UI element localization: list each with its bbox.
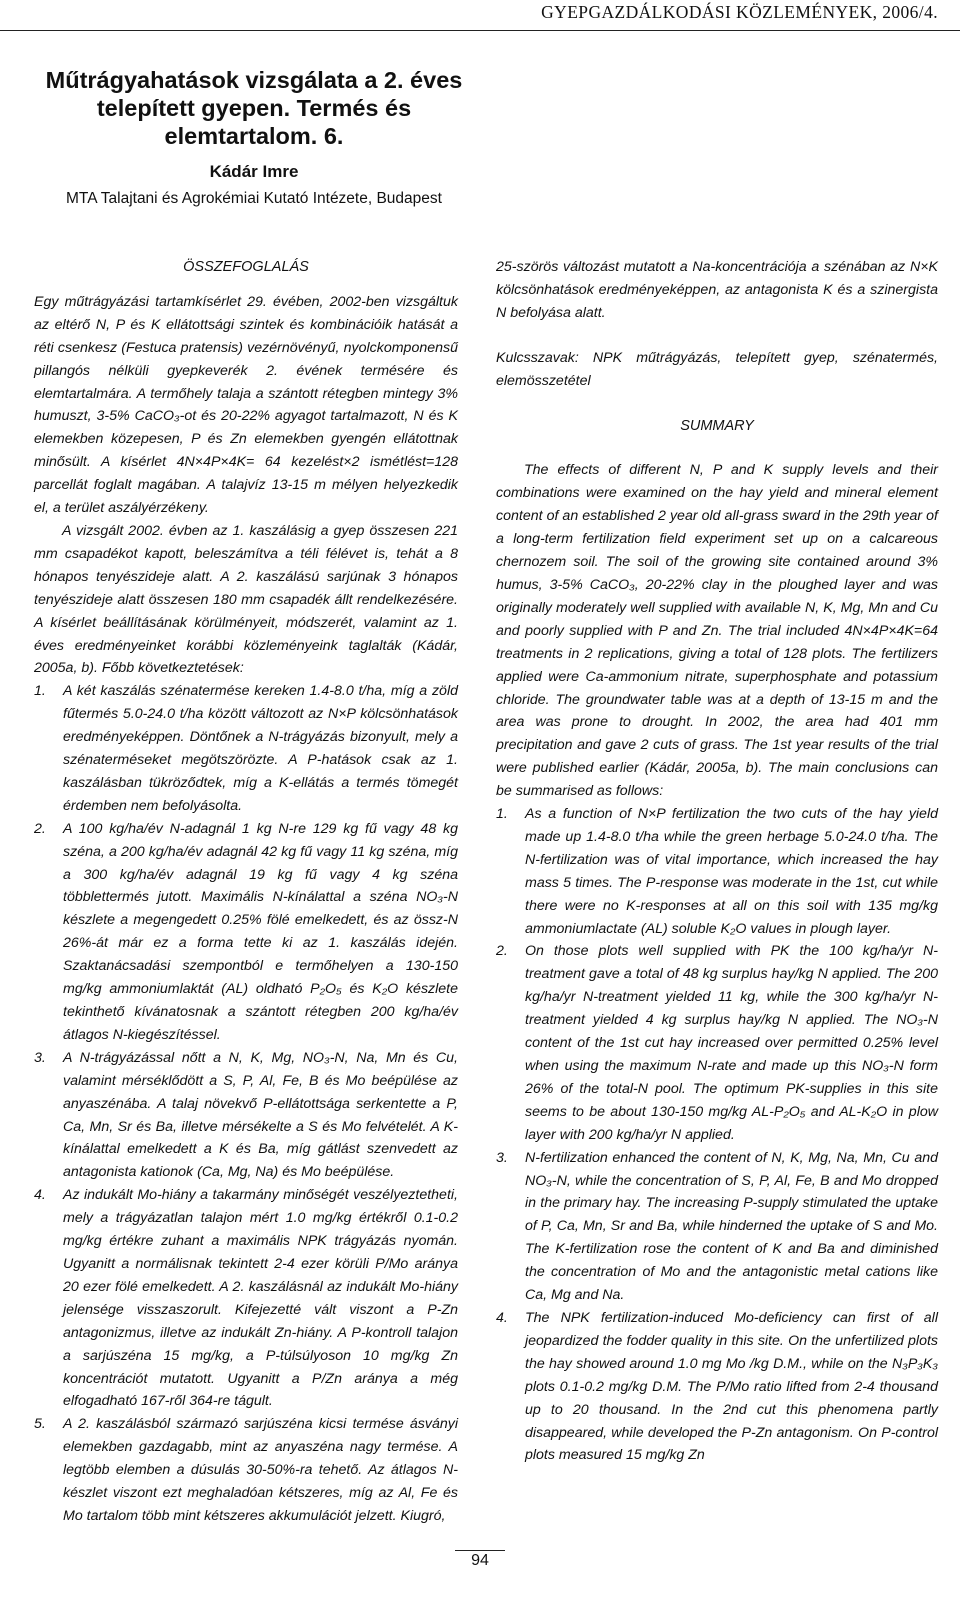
conclusions-list-hu <box>34 680 458 1528</box>
summary-heading-hu: ÖSSZEFOGLALÁS <box>183 259 309 275</box>
list-number: 1. <box>496 806 508 823</box>
list-item <box>34 818 458 1047</box>
list-number: 3. <box>496 1149 508 1166</box>
summary-paragraph: The effects of different N, P and K supply levels and their combinations were examined on the hay yield and mineral element content of an established 2 year old all-grass sward in the 29th year of a long-term fertilization field experiment set up on a calcareous chernozem soil. The soil of the growing site contained around 3% humus, 3-5% CaCO₃, 20-22% clay in the ploughed layer and was originally moderately well supplied with available N, K, Mg, Mn and Cu and poorly supplied with P and Zn. The trial included 4N×4P×4K=64 treatments in 2 replications, giving a total of 128 plots. The fertilizers applied were Ca-ammonium nitrate, superphosphate and potassium chloride. The groundwater table was at a depth of 13-15 m and the area was prone to drought. In 2002, the area had 401 mm precipitation and gave 2 cuts of grass. The 1st year results of the trial were published earlier (Kádár, 2005a, b). The main conclusions can be summarised as follows: <box>496 462 938 800</box>
list-item <box>496 803 938 940</box>
list-text: Az indukált Mo-hiány a takarmány minőségét veszélyeztetheti, mely a trágyázatlan talajon mért 1.0 mg/kg értékről 0.1-0.2 mg/kg értékre zuhant a maximális NPK trágyázás nyomán. Ugyanitt a normálisnak tekintett 2-4 ezer körüli P/Mo aránya 20 ezer fölé emelkedett. A 2. kaszálásnál az indukált Mo-hiány jelensége visszaszorult. Kifejezetté vált viszont a P-Zn antagonizmus, illetve az indukált Zn-hiány. A P-kontroll talajon a sarjúszéna 15 mg/kg, a P-túlsúlyoson 10 mg/kg Zn koncentrációt mutatott. Ugyanitt a P/Zn aránya a még elfogadható 167-ről 364-re tágult. <box>63 1187 458 1410</box>
list-item <box>496 940 938 1146</box>
list-number: 3. <box>34 1049 46 1066</box>
keywords: Kulcsszavak: NPK műtrágyázás, telepített gyep, szénatermés, elemösszetétel <box>496 349 938 389</box>
list-text: A 100 kg/ha/év N-adagnál 1 kg N-re 129 kg fű vagy 48 kg széna, a 200 kg/ha/év adagnál 42 kg fű vagy 11 kg széna, míg a 300 kg/ha/év adagnál 19 kg fű vagy 4 kg széna többlettermés jutott. Maximális N-kínálattal a széna NO₃-N készlete a megengedett 0.25% fölé emelkedett, és az össz-N 26%-át már ez a forma tette ki az 1. kaszálás idején. Szaktanácsadási szempontból e termőhelyen a 130-150 mg/kg ammoniumlaktát (AL) oldható P₂O₅ és K₂O készlete tekinthető kívánatosnak a szántott rétegben 200 kg/ha/év átlagos N-kiegészítéssel. <box>63 820 458 1043</box>
continuation-paragraph: 25-szörös változást mutatott a Na-koncentrációja a szénában az N×K kölcsönhatások eredményeképpen, az antagonista K és a szinergista N befolyása alatt. <box>496 259 938 321</box>
abstract-paragraph: Egy műtrágyázási tartamkísérlet 29. évében, 2002-ben vizsgáltuk az eltérő N, P és K ellátottsági szintek és kombinációik hatását a réti csenkesz (Festuca pratensis) vezérnövényű, nyolckomponensű pillangós nélküli gyepkeverék 2. évének termésére és elemtartalmára. A termőhely talaja a szántott rétegben mintegy 3% humuszt, 3-5% CaCO₃-ot és 20-22% agyagot tartalmazott, N és K elemekben közepesen, P és Zn elemekben gyengén ellátottnak minősült. A kísérlet 4N×4P×4K= 64 kezelést×2 ismétlést=128 parcellát foglalt magában. A talajvíz 13-15 m mélyen helyezkedik el, a terület aszályérzékeny. <box>34 293 458 517</box>
list-text: On those plots well supplied with PK the 100 kg/ha/yr N-treatment gave a total of 48 kg surplus hay/kg N applied. The 200 kg/ha/yr N-treatment yielded 11 kg, while the 300 kg/ha/yr N-treatment yielded 4 kg surplus hay/kg N applied. The NO₃-N content of the 1st cut hay increased over permitted 0.25% level when using the maximum N-rate and made up this NO₃-N form 26% of the total-N pool. The optimum PK-supplies in this site seems to be about 130-150 mg/kg AL-P₂O₅ and AL-K₂O in plow layer with 200 kg/ha/yr N applied. <box>525 943 938 1143</box>
page-number-rule <box>455 1550 505 1551</box>
header-rule <box>0 30 960 31</box>
list-item <box>496 1147 938 1307</box>
article-title: Műtrágyahatások vizsgálata a 2. éves telepített gyepen. Termés és elemtartalom. 6. <box>45 67 463 149</box>
article-affiliation: MTA Talajtani és Agrokémiai Kutató Intézete, Budapest <box>66 190 442 207</box>
list-item <box>496 1307 938 1467</box>
summary-heading-en: SUMMARY <box>680 417 754 434</box>
list-text: A két kaszálás szénatermése kereken 1.4-8.0 t/ha, míg a zöld fűtermés 5.0-24.0 t/ha között változott az N×P kölcsönhatások eredményeképpen. Döntőnek a N-trágyázás bizonyult, mely a szénaterméseket megötszörözte. A P-hatások csak az 1. kaszálásban tükröződtek, míg a K-ellátás a termés tömegét érdemben nem befolyásolta. <box>63 683 458 814</box>
list-item <box>34 1413 458 1528</box>
list-text: A 2. kaszálásból származó sarjúszéna kicsi termése ásványi elemekben gazdagabb, mint az anyaszéna nagy termése. A legtöbb elemben a dúsulás 30-50%-ra tehető. Az átlagos N-készlet viszont ezt meghaladóan kétszeres, míg az Al, Fe és Mo tartalom több mint kétszeres akkumulációt jelzett. Kiugró, <box>63 1416 458 1524</box>
list-text: A N-trágyázással nőtt a N, K, Mg, NO₃-N, Na, Mn és Cu, valamint mérséklődött a S, P, Al, Fe, B és Mo beépülése az anyaszénába. A talaj növekvő P-ellátottsága serkentette a P, Ca, Mn, Sr és Ba, illetve mérsékelte a S és Mo felvételét. A K-kínálattal emelkedett a K és Ba, míg gátlást szenvedett az antagonista kationok (Ca, Mg, Na) és Mo beépülése. <box>63 1049 458 1181</box>
list-number: 4. <box>34 1187 46 1204</box>
page-number: 94 <box>471 1552 489 1569</box>
conclusions-list-en <box>496 803 938 1467</box>
left-column <box>34 256 458 1528</box>
list-item <box>34 1047 458 1184</box>
list-number: 5. <box>34 1416 46 1433</box>
list-text: N-fertilization enhanced the content of N, K, Mg, Na, Mn, Cu and NO₃-N, while the concentration of S, P, Al, Fe, B and Mo dropped in the primary hay. The increasing P-supply stimulated the uptake of P, Ca, Mn, Sr and Ba, while hinderned the uptake of S and Mo. The K-fertilization rose the content of K and Ba and diminished the concentration of Mo and the antagonistic metal cations like Ca, Mg and Na. <box>525 1149 938 1304</box>
article-author: Kádár Imre <box>209 162 299 181</box>
list-number: 2. <box>496 943 508 960</box>
list-text: The NPK fertilization-induced Mo-deficiency can first of all jeopardized the fodder quality in this site. On the unfertilized plots the hay showed around 1.0 mg Mo /kg D.M., while on the N₃P₃K₃ plots 0.1-0.2 mg/kg D.M. The P/Mo ratio lifted from 2-4 thousand up to 20 thousand. In the 2nd cut this phenomena partly disappeared, while developed the P-Zn antagonism. On P-control plots measured 15 mg/kg Zn <box>525 1309 938 1464</box>
list-text: As a function of N×P fertilization the two cuts of the hay yield made up 1.4-8.0 t/ha while the green herbage 5.0-24.0 t/ha. The N-fertilization was of vital importance, which increased the hay mass 5 times. The P-response was moderate in the 1st, cut while there were no K-responses at all on this soil with 135 mg/kg ammoniumlactate (AL) soluble K₂O values in plough layer. <box>525 806 938 937</box>
list-item <box>34 680 458 817</box>
right-column <box>496 256 938 1467</box>
list-number: 1. <box>34 683 46 700</box>
list-number: 4. <box>496 1309 508 1326</box>
list-number: 2. <box>34 820 46 837</box>
list-item <box>34 1184 458 1413</box>
journal-header: GYEPGAZDÁLKODÁSI KÖZLEMÉNYEK, 2006/4. <box>541 2 938 22</box>
abstract-paragraph: A vizsgált 2002. évben az 1. kaszálásig a gyep összesen 221 mm csapadékot kapott, beleszámítva a téli félévet is, tehát a 8 hónapos tenyészideje alatt. A 2. kaszálású sarjúnak 3 hónapos tenyészideje alatt összesen 180 mm csapadék állt rendelkezésére. A kísérlet beállításának körülményeit, módszerét, valamint az 1. éves eredményeinket korábbi közleményeink taglalták (Kádár, 2005a, b). Főbb következtetések: <box>34 522 458 677</box>
